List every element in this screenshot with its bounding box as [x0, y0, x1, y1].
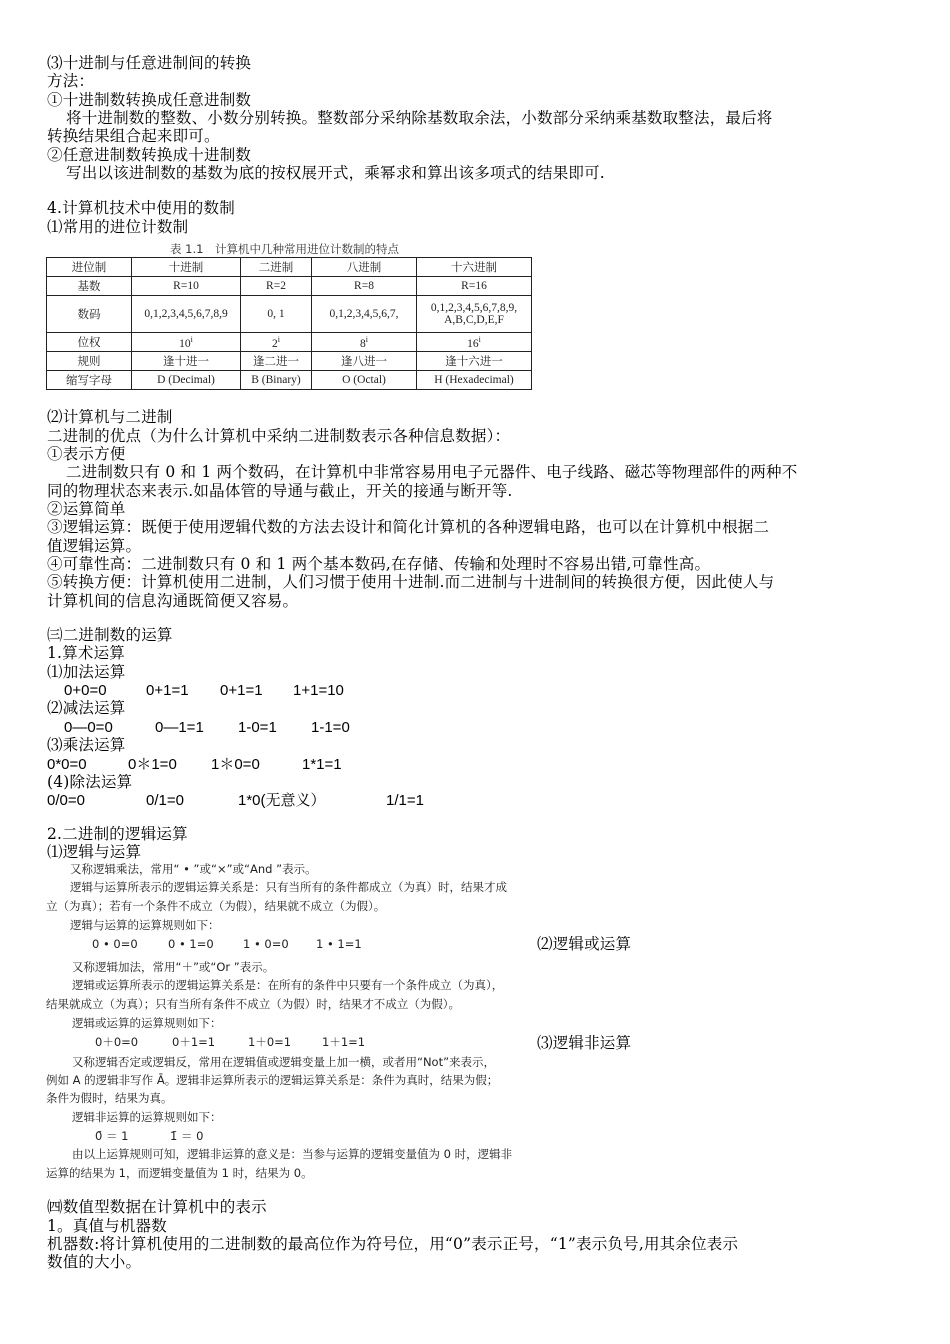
table-cell: O (Octal) [312, 371, 417, 390]
exponent: i [277, 334, 280, 344]
table-row [47, 277, 532, 296]
table-cell: B (Binary) [241, 371, 312, 390]
table-cell [417, 296, 532, 333]
table-cell: 0, 1 [241, 296, 312, 333]
paragraph-line: 二进制数只有 0 和 1 两个数码，在计算机中非常容易用电子元器件、电子线路、磁芯等物理部件的两种不 [66, 463, 798, 481]
paragraph-line: 同的物理状态来表示.如晶体管的导通与截止，开关的接通与断开等. [47, 482, 513, 500]
paragraph-line: 立（为真）；若有一个条件不成立（为假），结果就不成立（为假）。 [46, 899, 386, 913]
item-heading: ①十进制数转换成任意进制数 [47, 91, 252, 109]
item-heading: ②任意进制数转换成十进制数 [47, 146, 252, 164]
weight-base: 2 [272, 337, 278, 350]
equation: 0*0=0 [47, 756, 87, 773]
logic-rule: 1 • 1=1 [316, 937, 362, 951]
item-heading: ①表示方便 [47, 445, 126, 463]
exponent: i [365, 334, 368, 344]
equation: 0+1=1 [146, 682, 189, 699]
logic-rule: 1＋1=1 [322, 1035, 366, 1049]
paragraph-line: 计算机间的信息沟通既简便又容易。 [47, 592, 299, 610]
section-heading: 4.计算机技术中使用的数制 [47, 199, 235, 217]
table-cell: R=2 [241, 277, 312, 296]
equation: 0+0=0 [64, 682, 107, 699]
paragraph-line: 条件为假时，结果为真。 [46, 1091, 173, 1105]
item-heading: ⑴加法运算 [47, 663, 126, 681]
paragraph-line: ⑤转换方便：计算机使用二进制，人们习惯于使用十进制.而二进制与十进制间的转换很方便，因此使人与 [47, 573, 775, 591]
paragraph-line: 数值的大小。 [47, 1253, 142, 1271]
equation: 0—0=0 [64, 719, 113, 736]
item-heading: ⑴逻辑与运算 [47, 843, 142, 861]
logic-rule: 1̄ ＝ 0 [170, 1129, 204, 1143]
table-cell: 基数 [47, 277, 132, 296]
logic-rule: 0 • 1=0 [168, 937, 214, 951]
section-heading: ㈢二进制数的运算 [47, 626, 173, 644]
table-cell: 规则 [47, 352, 132, 371]
logic-rule: 1 • 0=0 [243, 937, 289, 951]
paragraph-line: 逻辑与运算所表示的逻辑运算关系是：只有当所有的条件都成立（为真）时，结果才成 [70, 880, 507, 894]
item-heading: (4)除法运算 [47, 773, 133, 791]
paragraph-line: ④可靠性高：二进制数只有 0 和 1 两个基本数码,在存储、传输和处理时不容易出错,可靠性高。 [47, 555, 711, 573]
paragraph-line: 又称逻辑乘法，常用“ • ”或“×”或“And ”表示。 [70, 862, 317, 876]
table-cell: 逢二进一 [241, 352, 312, 371]
item-heading: ⑶乘法运算 [47, 736, 126, 754]
table-cell: 缩写字母 [47, 371, 132, 390]
logic-rule: 0 • 0=0 [92, 937, 138, 951]
paragraph-line: 结果就成立（为真）；只有当所有条件不成立（为假）时，结果才不成立（为假）。 [46, 997, 460, 1011]
table-cell [312, 333, 417, 352]
table-header-cell: 二进制 [241, 258, 312, 277]
weight-base: 8 [360, 337, 366, 350]
paragraph-line: 写出以该进制数的基数为底的按权展开式，乘幂求和算出该多项式的结果即可. [66, 164, 605, 182]
radix-table [46, 257, 532, 390]
table-cell: R=8 [312, 277, 417, 296]
method-label: 方法： [47, 72, 95, 90]
table-header-cell: 进位制 [47, 258, 132, 277]
equation: 0＊1=0 [128, 756, 177, 773]
logic-rule: 0＋0=0 [95, 1035, 139, 1049]
equation: 1/1=1 [386, 792, 424, 809]
paragraph-line: 又称逻辑加法，常用“＋”或“Or ”表示。 [72, 960, 275, 974]
item-heading: ⑵逻辑或运算 [537, 935, 632, 953]
table-cell: 逢八进一 [312, 352, 417, 371]
section-heading: ⑶十进制与任意进制间的转换 [47, 54, 252, 72]
equation: 1-1=0 [311, 719, 350, 736]
table-cell [132, 333, 241, 352]
equation: 1*0(无意义） [238, 792, 326, 809]
equation: 0—1=1 [155, 719, 204, 736]
item-heading: ⑶逻辑非运算 [537, 1034, 632, 1052]
subsection-heading: 1。真值与机器数 [47, 1217, 167, 1235]
logic-rule: 0̄ ＝ 1 [95, 1129, 129, 1143]
equation: 0/1=0 [146, 792, 184, 809]
paragraph-line: 逻辑或运算所表示的逻辑运算关系是：在所有的条件中只要有一个条件成立（为真）， [72, 978, 504, 992]
table-header-row [47, 258, 532, 277]
section-heading: ㈣数值型数据在计算机中的表示 [47, 1198, 267, 1216]
equation: 1+1=10 [293, 682, 344, 699]
subsection-heading: ⑴常用的进位计数制 [47, 218, 189, 236]
paragraph-line: 逻辑或运算的运算规则如下： [72, 1016, 222, 1030]
weight-base: 10 [179, 337, 191, 350]
logic-rule: 0＋1=1 [172, 1035, 216, 1049]
cell-line: A,B,C,D,E,F [444, 314, 504, 326]
paragraph-line: 逻辑非运算的运算规则如下： [72, 1110, 222, 1124]
table-cell: 逢十六进一 [417, 352, 532, 371]
equation: 1*1=1 [302, 756, 342, 773]
table-cell [417, 333, 532, 352]
equation: 1-0=1 [238, 719, 277, 736]
paragraph-line: 运算的结果为 1，而逻辑变量值为 1 时，结果为 0。 [46, 1166, 313, 1180]
table-cell: R=16 [417, 277, 532, 296]
paragraph-line: 转换结果组合起来即可。 [47, 127, 220, 145]
paragraph-line: 机器数:将计算机使用的二进制数的最高位作为符号位，用“0”表示正号，“1”表示负号,用其余位表示 [47, 1235, 739, 1253]
table-cell: H (Hexadecimal) [417, 371, 532, 390]
table-cell: 0,1,2,3,4,5,6,7, [312, 296, 417, 333]
paragraph-line: 将十进制数的整数、小数分别转换。整数部分采纳除基数取余法，小数部分采纳乘基数取整法，最后将 [66, 109, 773, 127]
paragraph-line: ③逻辑运算：既便于使用逻辑代数的方法去设计和简化计算机的各种逻辑电路，也可以在计算机中根据二 [47, 518, 770, 536]
table-header-cell: 八进制 [312, 258, 417, 277]
paragraph-line: 逻辑与运算的运算规则如下： [70, 918, 220, 932]
subsection-heading: ⑵计算机与二进制 [47, 408, 173, 426]
exponent: i [190, 334, 193, 344]
table-cell: 0,1,2,3,4,5,6,7,8,9 [132, 296, 241, 333]
paragraph-line: 由以上运算规则可知，逻辑非运算的意义是：当参与运算的逻辑变量值为 0 时，逻辑非 [72, 1147, 513, 1161]
paragraph-line: 例如 A 的逻辑非写作 Ā。逻辑非运算所表示的逻辑运算关系是：条件为真时，结果为假； [46, 1073, 499, 1087]
table-cell: 数码 [47, 296, 132, 333]
table-header-cell: 十六进制 [417, 258, 532, 277]
table-caption: 表 1.1 计算机中几种常用进位计数制的特点 [170, 242, 399, 256]
cell-line: 0,1,2,3,4,5,6,7,8,9, [430, 302, 518, 314]
logic-rule: 1＋0=1 [248, 1035, 292, 1049]
table-row [47, 333, 532, 352]
equation: 1＊0=0 [211, 756, 260, 773]
item-heading: ②运算简单 [47, 500, 126, 518]
table-cell: 逢十进一 [132, 352, 241, 371]
table-row [47, 296, 532, 333]
table-cell: D (Decimal) [132, 371, 241, 390]
table-cell [241, 333, 312, 352]
table-cell: 位权 [47, 333, 132, 352]
equation: 0/0=0 [47, 792, 85, 809]
table-cell: R=10 [132, 277, 241, 296]
table-row [47, 352, 532, 371]
subsection-heading: 1.算术运算 [47, 644, 125, 662]
equation: 0+1=1 [220, 682, 263, 699]
weight-base: 16 [467, 337, 479, 350]
paragraph-line: 又称逻辑否定或逻辑反，常用在逻辑值或逻辑变量上加一横，或者用“Not”来表示， [72, 1055, 496, 1069]
subsection-heading: 2.二进制的逻辑运算 [47, 825, 188, 843]
item-heading: ⑵减法运算 [47, 699, 126, 717]
paragraph-line: 二进制的优点（为什么计算机中采纳二进制数表示各种信息数据）： [47, 427, 511, 445]
exponent: i [478, 334, 481, 344]
table-row [47, 371, 532, 390]
table-header-cell: 十进制 [132, 258, 241, 277]
paragraph-line: 值逻辑运算。 [47, 537, 142, 555]
